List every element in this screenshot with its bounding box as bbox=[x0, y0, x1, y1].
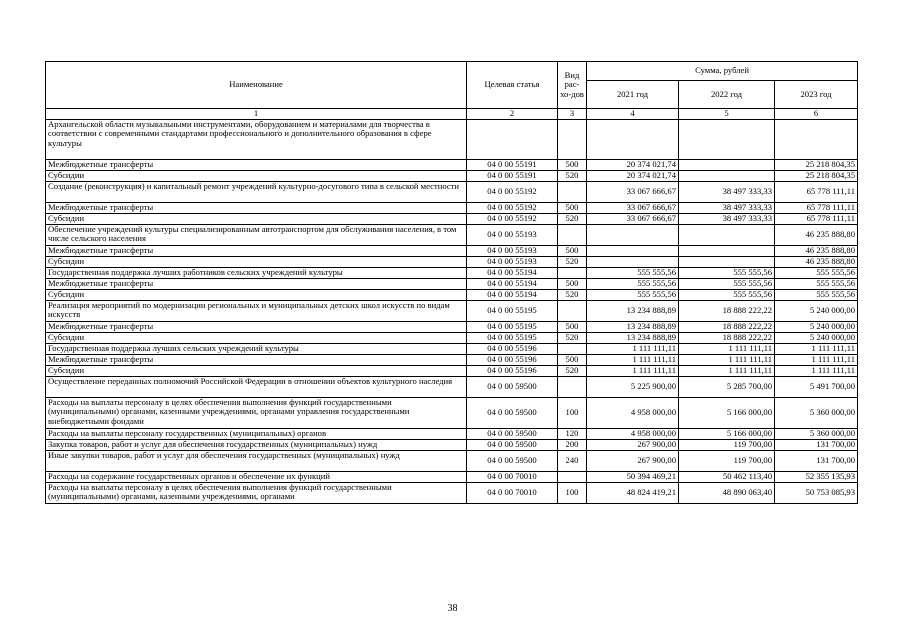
table-row bbox=[46, 289, 858, 300]
row-target-code: 04 0 00 55194 bbox=[467, 267, 558, 278]
row-name: Субсидии bbox=[46, 289, 467, 300]
table-row bbox=[46, 278, 858, 289]
page-number: 38 bbox=[447, 603, 458, 614]
row-target-code: 04 0 00 55194 bbox=[467, 278, 558, 289]
table-row bbox=[46, 119, 858, 159]
header-name: Наименование bbox=[46, 62, 467, 109]
row-name: Осуществление переданных полномочий Российской Федерации в отношении объектов культурного наследия bbox=[46, 376, 467, 397]
row-expense-type bbox=[558, 181, 587, 202]
row-sum-2023: 5 240 000,00 bbox=[775, 321, 858, 332]
row-target-code: 04 0 00 55196 bbox=[467, 354, 558, 365]
row-name: Субсидии bbox=[46, 213, 467, 224]
row-sum-2022: 38 497 333,33 bbox=[679, 202, 775, 213]
row-sum-2023: 5 240 000,00 bbox=[775, 332, 858, 343]
row-sum-2023: 555 555,56 bbox=[775, 267, 858, 278]
row-sum-2023: 555 555,56 bbox=[775, 278, 858, 289]
row-sum-2023: 5 360 000,00 bbox=[775, 397, 858, 428]
row-sum-2022: 18 888 222,22 bbox=[679, 321, 775, 332]
row-expense-type: 500 bbox=[558, 321, 587, 332]
row-sum-2022: 555 555,56 bbox=[679, 289, 775, 300]
row-sum-2021: 33 067 666,67 bbox=[587, 202, 679, 213]
row-name: Иные закупки товаров, работ и услуг для обеспечения государственных (муниципальных) нужд bbox=[46, 450, 467, 471]
row-sum-2021: 267 900,00 bbox=[587, 439, 679, 450]
header-code: Целевая статья bbox=[467, 62, 558, 109]
row-sum-2021: 13 234 888,89 bbox=[587, 300, 679, 321]
column-number: 6 bbox=[775, 109, 858, 120]
row-sum-2023: 46 235 888,80 bbox=[775, 224, 858, 245]
column-number-row bbox=[46, 109, 858, 120]
row-expense-type bbox=[558, 471, 587, 482]
header-year-2023: 2023 год bbox=[775, 81, 858, 109]
row-expense-type: 520 bbox=[558, 365, 587, 376]
row-target-code: 04 0 00 55196 bbox=[467, 343, 558, 354]
row-expense-type: 100 bbox=[558, 482, 587, 503]
table-row bbox=[46, 181, 858, 202]
column-number: 1 bbox=[46, 109, 467, 120]
row-sum-2023: 65 778 111,11 bbox=[775, 202, 858, 213]
row-expense-type: 520 bbox=[558, 289, 587, 300]
row-target-code: 04 0 00 55195 bbox=[467, 321, 558, 332]
table-row bbox=[46, 159, 858, 170]
table-row bbox=[46, 450, 858, 471]
column-number: 5 bbox=[679, 109, 775, 120]
row-target-code: 04 0 00 59500 bbox=[467, 428, 558, 439]
table-row bbox=[46, 354, 858, 365]
row-sum-2021: 13 234 888,89 bbox=[587, 321, 679, 332]
row-name: Расходы на содержание государственных органов и обеспечение их функций bbox=[46, 471, 467, 482]
row-target-code: 04 0 00 55191 bbox=[467, 159, 558, 170]
row-name: Субсидии bbox=[46, 332, 467, 343]
table-row bbox=[46, 428, 858, 439]
header-year-2021: 2021 год bbox=[587, 81, 679, 109]
table-row bbox=[46, 256, 858, 267]
row-sum-2022 bbox=[679, 256, 775, 267]
row-sum-2021: 555 555,56 bbox=[587, 278, 679, 289]
row-expense-type: 240 bbox=[558, 450, 587, 471]
header-sum: Сумма, рублей bbox=[587, 62, 858, 81]
row-sum-2021: 20 374 021,74 bbox=[587, 170, 679, 181]
row-sum-2023: 1 111 111,11 bbox=[775, 365, 858, 376]
row-sum-2022: 5 166 000,00 bbox=[679, 397, 775, 428]
row-name: Государственная поддержка лучших работников сельских учреждений культуры bbox=[46, 267, 467, 278]
row-expense-type: 100 bbox=[558, 397, 587, 428]
row-name: Расходы на выплаты персоналу государственных (муниципальных) органов bbox=[46, 428, 467, 439]
row-name: Межбюджетные трансферты bbox=[46, 354, 467, 365]
row-expense-type: 500 bbox=[558, 245, 587, 256]
row-expense-type bbox=[558, 376, 587, 397]
row-sum-2021: 267 900,00 bbox=[587, 450, 679, 471]
row-sum-2023: 1 111 111,11 bbox=[775, 354, 858, 365]
row-sum-2023: 46 235 888,80 bbox=[775, 256, 858, 267]
row-target-code: 04 0 00 55192 bbox=[467, 202, 558, 213]
row-sum-2022 bbox=[679, 224, 775, 245]
row-name: Расходы на выплаты персоналу в целях обеспечения выполнения функций государственными (муниципальными) органами, казенными учреждениями, органами управления государственными внебюджетными фондами bbox=[46, 397, 467, 428]
row-sum-2022 bbox=[679, 245, 775, 256]
row-target-code bbox=[467, 119, 558, 159]
row-sum-2023 bbox=[775, 119, 858, 159]
row-name: Архангельской области музыкальными инструментами, оборудованием и материалами для творчества в соответствии с современными стандартами профессионального и дополнительного образования в сфере культуры bbox=[46, 119, 467, 159]
row-sum-2023: 25 218 804,35 bbox=[775, 159, 858, 170]
row-sum-2021 bbox=[587, 256, 679, 267]
row-sum-2023: 131 700,00 bbox=[775, 450, 858, 471]
row-name: Государственная поддержка лучших сельских учреждений культуры bbox=[46, 343, 467, 354]
row-sum-2023: 65 778 111,11 bbox=[775, 213, 858, 224]
row-sum-2023: 52 355 135,93 bbox=[775, 471, 858, 482]
row-sum-2022: 5 285 700,00 bbox=[679, 376, 775, 397]
row-target-code: 04 0 00 55196 bbox=[467, 365, 558, 376]
table-row bbox=[46, 439, 858, 450]
column-number: 3 bbox=[558, 109, 587, 120]
row-sum-2023: 1 111 111,11 bbox=[775, 343, 858, 354]
row-expense-type bbox=[558, 119, 587, 159]
row-sum-2021 bbox=[587, 224, 679, 245]
row-target-code: 04 0 00 70010 bbox=[467, 471, 558, 482]
row-sum-2021: 13 234 888,89 bbox=[587, 332, 679, 343]
row-name: Создание (реконструкция) и капитальный ремонт учреждений культурно-досугового типа в сельской местности bbox=[46, 181, 467, 202]
table-row bbox=[46, 343, 858, 354]
table-row bbox=[46, 267, 858, 278]
row-target-code: 04 0 00 70010 bbox=[467, 482, 558, 503]
row-sum-2023: 5 360 000,00 bbox=[775, 428, 858, 439]
row-name: Реализация мероприятий по модернизации региональных и муниципальных детских школ искусств по видам искусств bbox=[46, 300, 467, 321]
row-sum-2021: 4 958 000,00 bbox=[587, 428, 679, 439]
budget-table bbox=[45, 61, 858, 504]
table-row bbox=[46, 300, 858, 321]
row-sum-2022: 1 111 111,11 bbox=[679, 365, 775, 376]
row-sum-2022: 38 497 333,33 bbox=[679, 181, 775, 202]
row-expense-type: 500 bbox=[558, 202, 587, 213]
column-number: 4 bbox=[587, 109, 679, 120]
row-name: Расходы на выплаты персоналу в целях обеспечения выполнения функций государственными (муниципальными) органами, казенными учреждениями, органами bbox=[46, 482, 467, 503]
row-expense-type: 520 bbox=[558, 170, 587, 181]
row-sum-2022: 119 700,00 bbox=[679, 450, 775, 471]
row-sum-2021: 20 374 021,74 bbox=[587, 159, 679, 170]
row-target-code: 04 0 00 55195 bbox=[467, 332, 558, 343]
table-row bbox=[46, 213, 858, 224]
row-sum-2023: 131 700,00 bbox=[775, 439, 858, 450]
row-expense-type: 520 bbox=[558, 332, 587, 343]
row-name: Обеспечение учреждений культуры специализированным автотранспортом для обслуживания населения, в том числе сельского населения bbox=[46, 224, 467, 245]
row-expense-type: 520 bbox=[558, 213, 587, 224]
row-sum-2021: 4 958 000,00 bbox=[587, 397, 679, 428]
table-row bbox=[46, 202, 858, 213]
row-sum-2023: 65 778 111,11 bbox=[775, 181, 858, 202]
table-row bbox=[46, 365, 858, 376]
row-target-code: 04 0 00 55193 bbox=[467, 256, 558, 267]
row-sum-2021 bbox=[587, 245, 679, 256]
row-sum-2022: 38 497 333,33 bbox=[679, 213, 775, 224]
row-sum-2022: 48 890 063,40 bbox=[679, 482, 775, 503]
row-sum-2021: 50 394 469,21 bbox=[587, 471, 679, 482]
row-expense-type bbox=[558, 300, 587, 321]
row-sum-2021: 33 067 666,67 bbox=[587, 181, 679, 202]
table-row bbox=[46, 245, 858, 256]
row-sum-2023: 46 235 888,80 bbox=[775, 245, 858, 256]
row-sum-2022: 50 462 113,40 bbox=[679, 471, 775, 482]
row-sum-2021: 555 555,56 bbox=[587, 267, 679, 278]
row-name: Субсидии bbox=[46, 365, 467, 376]
row-sum-2022: 119 700,00 bbox=[679, 439, 775, 450]
row-sum-2022: 18 888 222,22 bbox=[679, 332, 775, 343]
row-expense-type: 520 bbox=[558, 256, 587, 267]
row-expense-type bbox=[558, 343, 587, 354]
row-expense-type: 200 bbox=[558, 439, 587, 450]
row-sum-2021: 555 555,56 bbox=[587, 289, 679, 300]
row-target-code: 04 0 00 55192 bbox=[467, 181, 558, 202]
row-expense-type: 120 bbox=[558, 428, 587, 439]
row-target-code: 04 0 00 55191 bbox=[467, 170, 558, 181]
row-sum-2023: 25 218 804,35 bbox=[775, 170, 858, 181]
header-type: Вид рас-хо-дов bbox=[558, 62, 587, 109]
row-expense-type: 500 bbox=[558, 278, 587, 289]
row-name: Межбюджетные трансферты bbox=[46, 321, 467, 332]
row-target-code: 04 0 00 55193 bbox=[467, 224, 558, 245]
row-sum-2022: 555 555,56 bbox=[679, 278, 775, 289]
table-row bbox=[46, 397, 858, 428]
table-row bbox=[46, 482, 858, 503]
table-row bbox=[46, 321, 858, 332]
row-name: Межбюджетные трансферты bbox=[46, 202, 467, 213]
row-sum-2022 bbox=[679, 119, 775, 159]
row-sum-2022: 1 111 111,11 bbox=[679, 354, 775, 365]
row-target-code: 04 0 00 55195 bbox=[467, 300, 558, 321]
row-sum-2021: 33 067 666,67 bbox=[587, 213, 679, 224]
row-target-code: 04 0 00 59500 bbox=[467, 376, 558, 397]
table-row bbox=[46, 471, 858, 482]
row-sum-2021: 5 225 900,00 bbox=[587, 376, 679, 397]
row-sum-2022 bbox=[679, 159, 775, 170]
row-target-code: 04 0 00 59500 bbox=[467, 439, 558, 450]
table-row bbox=[46, 332, 858, 343]
row-sum-2021 bbox=[587, 119, 679, 159]
row-sum-2022 bbox=[679, 170, 775, 181]
table-row bbox=[46, 170, 858, 181]
table-row bbox=[46, 224, 858, 245]
row-sum-2022: 5 166 000,00 bbox=[679, 428, 775, 439]
row-sum-2022: 555 555,56 bbox=[679, 267, 775, 278]
row-target-code: 04 0 00 59500 bbox=[467, 450, 558, 471]
row-name: Межбюджетные трансферты bbox=[46, 245, 467, 256]
row-sum-2023: 5 240 000,00 bbox=[775, 300, 858, 321]
table-row bbox=[46, 376, 858, 397]
row-target-code: 04 0 00 55192 bbox=[467, 213, 558, 224]
row-sum-2023: 50 753 085,93 bbox=[775, 482, 858, 503]
row-sum-2021: 1 111 111,11 bbox=[587, 343, 679, 354]
row-name: Субсидии bbox=[46, 170, 467, 181]
row-sum-2022: 18 888 222,22 bbox=[679, 300, 775, 321]
row-target-code: 04 0 00 55193 bbox=[467, 245, 558, 256]
row-sum-2021: 1 111 111,11 bbox=[587, 354, 679, 365]
row-expense-type: 500 bbox=[558, 354, 587, 365]
row-expense-type: 500 bbox=[558, 159, 587, 170]
row-name: Субсидии bbox=[46, 256, 467, 267]
row-target-code: 04 0 00 59500 bbox=[467, 397, 558, 428]
row-sum-2021: 1 111 111,11 bbox=[587, 365, 679, 376]
header-year-2022: 2022 год bbox=[679, 81, 775, 109]
row-sum-2023: 555 555,56 bbox=[775, 289, 858, 300]
row-sum-2021: 48 824 419,21 bbox=[587, 482, 679, 503]
row-name: Межбюджетные трансферты bbox=[46, 159, 467, 170]
row-sum-2022: 1 111 111,11 bbox=[679, 343, 775, 354]
row-expense-type bbox=[558, 267, 587, 278]
row-name: Закупка товаров, работ и услуг для обеспечения государственных (муниципальных) нужд bbox=[46, 439, 467, 450]
column-number: 2 bbox=[467, 109, 558, 120]
row-expense-type bbox=[558, 224, 587, 245]
row-name: Межбюджетные трансферты bbox=[46, 278, 467, 289]
row-sum-2023: 5 491 700,00 bbox=[775, 376, 858, 397]
row-target-code: 04 0 00 55194 bbox=[467, 289, 558, 300]
